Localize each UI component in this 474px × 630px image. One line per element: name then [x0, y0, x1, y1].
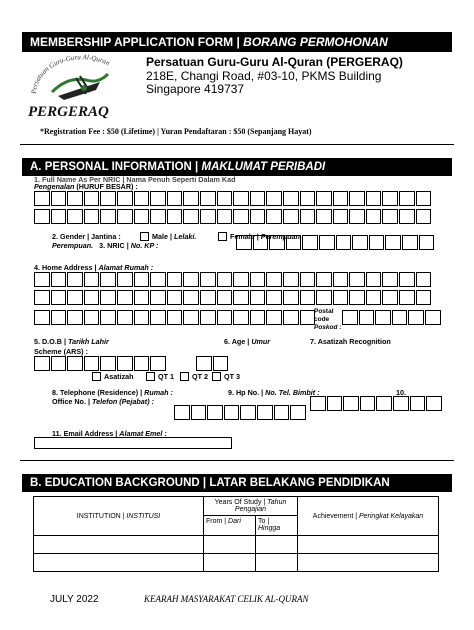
address-boxes-row2[interactable] [34, 290, 432, 305]
char-box[interactable] [399, 209, 415, 224]
char-box[interactable] [266, 209, 282, 224]
char-box[interactable] [117, 356, 133, 371]
char-box[interactable] [240, 405, 256, 420]
char-box[interactable] [300, 310, 316, 325]
char-box[interactable] [266, 191, 282, 206]
q9-hp-label: 9. Hp No. | No. Tel. Bimbit : [228, 388, 320, 397]
org-address-line2: Singapore 419737 [146, 82, 245, 96]
char-box[interactable] [183, 191, 199, 206]
char-box[interactable] [426, 396, 442, 411]
female-checkbox[interactable] [218, 232, 227, 241]
char-box[interactable] [200, 209, 216, 224]
address-boxes-row3[interactable] [34, 310, 316, 325]
char-box[interactable] [200, 290, 216, 305]
form-title-en: MEMBERSHIP APPLICATION FORM | [30, 35, 240, 49]
char-box[interactable] [67, 310, 83, 325]
char-box[interactable] [250, 310, 266, 325]
char-box[interactable] [134, 191, 150, 206]
divider-middle [20, 460, 454, 461]
qt3-checkbox[interactable] [212, 372, 221, 381]
char-box[interactable] [349, 290, 365, 305]
char-box[interactable] [34, 191, 50, 206]
char-box[interactable] [376, 396, 392, 411]
char-box[interactable] [217, 272, 233, 287]
q11-email-label: 11. Email Address | Alamat Emel : [52, 429, 167, 438]
char-box[interactable] [167, 272, 183, 287]
education-table [33, 496, 439, 572]
asatizah-checkbox[interactable] [92, 372, 101, 381]
char-box[interactable] [100, 356, 116, 371]
char-box[interactable] [283, 209, 299, 224]
char-box[interactable] [266, 310, 282, 325]
char-box[interactable] [416, 290, 432, 305]
char-box[interactable] [366, 209, 382, 224]
char-box[interactable] [191, 405, 207, 420]
section-b-title: B. EDUCATION BACKGROUND | LATAR BELAKANG PENDIDIKAN [30, 477, 390, 489]
col-to-header: To | Hingga [256, 516, 298, 536]
char-box[interactable] [117, 272, 133, 287]
char-box[interactable] [349, 191, 365, 206]
char-box[interactable] [300, 290, 316, 305]
char-box[interactable] [134, 272, 150, 287]
char-box[interactable] [349, 209, 365, 224]
char-box[interactable] [67, 272, 83, 287]
char-box[interactable] [207, 405, 223, 420]
char-box[interactable] [274, 405, 290, 420]
char-box[interactable] [408, 310, 424, 325]
char-box[interactable] [250, 290, 266, 305]
section-a-bar [22, 158, 452, 176]
age-boxes[interactable] [196, 356, 229, 371]
char-box[interactable] [399, 290, 415, 305]
char-box[interactable] [84, 310, 100, 325]
char-box[interactable] [333, 209, 349, 224]
char-box[interactable] [360, 396, 376, 411]
q10-label: 10. [396, 388, 406, 397]
form-title-bar [22, 32, 452, 52]
char-box[interactable] [117, 191, 133, 206]
char-box[interactable] [117, 290, 133, 305]
qt2-checkbox[interactable] [180, 372, 189, 381]
char-box[interactable] [333, 191, 349, 206]
char-box[interactable] [134, 356, 150, 371]
logo-arc-text: Persatuan Guru-Guru Al-Quran [29, 54, 112, 95]
q3-nric-label: Perempuan. 3. NRIC | No. KP : [52, 241, 159, 250]
char-box[interactable] [100, 310, 116, 325]
char-box[interactable] [34, 290, 50, 305]
char-box[interactable] [385, 235, 401, 250]
char-box[interactable] [150, 310, 166, 325]
char-box[interactable] [316, 290, 332, 305]
char-box[interactable] [167, 290, 183, 305]
char-box[interactable] [150, 356, 166, 371]
char-box[interactable] [302, 235, 318, 250]
char-box[interactable] [134, 290, 150, 305]
char-box[interactable] [233, 272, 249, 287]
qt1-checkbox[interactable] [146, 372, 155, 381]
char-box[interactable] [410, 396, 426, 411]
char-box[interactable] [253, 235, 269, 250]
char-box[interactable] [402, 235, 418, 250]
col-from-header: From | Dari [204, 516, 256, 536]
q7-scheme-label: Scheme (ARS) : [34, 347, 88, 356]
section-b-bar [22, 474, 452, 492]
postal-label: Postal code Poskod : [314, 308, 342, 331]
office-boxes[interactable] [310, 396, 443, 411]
char-box[interactable] [200, 272, 216, 287]
logo-wordmark: PERGERAQ [28, 104, 109, 120]
char-box[interactable] [100, 272, 116, 287]
char-box[interactable] [100, 209, 116, 224]
char-box[interactable] [336, 235, 352, 250]
char-box[interactable] [100, 191, 116, 206]
char-box[interactable] [283, 191, 299, 206]
char-box[interactable] [174, 405, 190, 420]
char-box[interactable] [84, 209, 100, 224]
char-box[interactable] [250, 272, 266, 287]
char-box[interactable] [233, 191, 249, 206]
char-box[interactable] [343, 396, 359, 411]
q1-label-line1: 1. Full Name As Per NRIC | Nama Penuh Seperti Dalam Kad [34, 175, 236, 184]
address-boxes-row1[interactable] [34, 272, 432, 287]
char-box[interactable] [250, 191, 266, 206]
org-name: Persatuan Guru-Guru Al-Quran (PERGERAQ) [146, 55, 403, 69]
char-box[interactable] [290, 405, 306, 420]
char-box[interactable] [84, 191, 100, 206]
char-box[interactable] [233, 290, 249, 305]
char-box[interactable] [419, 235, 435, 250]
q6-age-label: 6. Age | Umur [224, 337, 271, 346]
char-box[interactable] [183, 310, 199, 325]
char-box[interactable] [366, 290, 382, 305]
q5-dob-label: 5. D.O.B | Tarikh Lahir [34, 337, 109, 346]
q4-address-label: 4. Home Address | Alamat Rumah : [34, 263, 154, 272]
char-box[interactable] [67, 191, 83, 206]
char-box[interactable] [51, 356, 67, 371]
q2-gender-label: 2. Gender | Jantina : [52, 232, 121, 241]
q8-telephone-label: 8. Telephone (Residence) | Rumah : [52, 388, 173, 397]
char-box[interactable] [310, 396, 326, 411]
male-label: Male | Lelaki. [152, 232, 197, 241]
char-box[interactable] [84, 290, 100, 305]
char-box[interactable] [393, 396, 409, 411]
char-box[interactable] [183, 290, 199, 305]
char-box[interactable] [359, 310, 375, 325]
char-box[interactable] [382, 272, 398, 287]
char-box[interactable] [100, 290, 116, 305]
full-name-boxes-row1[interactable] [34, 191, 432, 206]
education-row[interactable] [34, 536, 439, 554]
char-box[interactable] [236, 235, 252, 250]
char-box[interactable] [51, 310, 67, 325]
char-box[interactable] [84, 272, 100, 287]
char-box[interactable] [375, 310, 391, 325]
char-box[interactable] [333, 290, 349, 305]
qt1-label: QT 1 [158, 372, 174, 381]
char-box[interactable] [352, 235, 368, 250]
char-box[interactable] [51, 191, 67, 206]
char-box[interactable] [392, 310, 408, 325]
char-box[interactable] [196, 356, 212, 371]
char-box[interactable] [425, 310, 441, 325]
org-address-line1: 218E, Changi Road, #03-10, PKMS Building [146, 69, 382, 83]
char-box[interactable] [150, 209, 166, 224]
char-box[interactable] [300, 191, 316, 206]
char-box[interactable] [416, 191, 432, 206]
svg-text:Persatuan Guru-Guru Al-Quran [30, 54, 112, 95]
pergeraq-logo [24, 54, 138, 120]
section-a-title-ms: MAKLUMAT PERIBADI [201, 161, 326, 173]
char-box[interactable] [217, 290, 233, 305]
char-box[interactable] [217, 191, 233, 206]
logo-graphic [24, 54, 138, 120]
char-box[interactable] [67, 209, 83, 224]
char-box[interactable] [382, 290, 398, 305]
male-checkbox[interactable] [140, 232, 149, 241]
dob-boxes[interactable] [34, 356, 167, 371]
qt3-label: QT 3 [224, 372, 240, 381]
char-box[interactable] [266, 272, 282, 287]
form-title-ms: BORANG PERMOHONAN [243, 35, 388, 49]
education-row[interactable] [34, 554, 439, 572]
char-box[interactable] [366, 272, 382, 287]
char-box[interactable] [300, 209, 316, 224]
char-box[interactable] [319, 235, 335, 250]
char-box[interactable] [382, 209, 398, 224]
char-box[interactable] [117, 209, 133, 224]
full-name-boxes-row2[interactable] [34, 209, 432, 224]
char-box[interactable] [67, 290, 83, 305]
char-box[interactable] [366, 191, 382, 206]
char-box[interactable] [233, 310, 249, 325]
char-box[interactable] [150, 290, 166, 305]
char-box[interactable] [67, 356, 83, 371]
char-box[interactable] [167, 310, 183, 325]
char-box[interactable] [342, 310, 358, 325]
q1-label-line2: Pengenalan (HURUF BESAR) : [34, 182, 138, 191]
char-box[interactable] [283, 310, 299, 325]
char-box[interactable] [416, 272, 432, 287]
char-box[interactable] [316, 209, 332, 224]
registration-fee: *Registration Fee : $50 (Lifetime) | Yuran Pendaftaran : $50 (Sepanjang Hayat) [40, 127, 312, 136]
char-box[interactable] [200, 191, 216, 206]
q7-asatizah-label: 7. Asatizah Recognition [310, 337, 391, 346]
char-box[interactable] [134, 209, 150, 224]
char-box[interactable] [316, 272, 332, 287]
char-box[interactable] [266, 290, 282, 305]
qt2-label: QT 2 [192, 372, 208, 381]
divider-top [20, 144, 454, 145]
footer-slogan: KEARAH MASYARAKAT CELIK AL-QURAN [144, 594, 309, 604]
nric-boxes[interactable] [236, 235, 435, 250]
char-box[interactable] [316, 191, 332, 206]
char-box[interactable] [183, 272, 199, 287]
char-box[interactable] [224, 405, 240, 420]
asatizah-label: Asatizah [104, 372, 134, 381]
footer-date: JULY 2022 [50, 594, 99, 605]
phone-boxes[interactable] [174, 405, 307, 420]
q8-office-label: Office No. | Telefon (Pejabat) : [52, 397, 154, 406]
char-box[interactable] [34, 272, 50, 287]
char-box[interactable] [217, 310, 233, 325]
char-box[interactable] [34, 356, 50, 371]
char-box[interactable] [269, 235, 285, 250]
char-box[interactable] [399, 191, 415, 206]
char-box[interactable] [167, 209, 183, 224]
char-box[interactable] [399, 272, 415, 287]
char-box[interactable] [250, 209, 266, 224]
char-box[interactable] [283, 272, 299, 287]
col-years-header: Years Of Study | Tahun Pengajian [204, 497, 298, 516]
char-box[interactable] [167, 191, 183, 206]
char-box[interactable] [134, 310, 150, 325]
email-input[interactable] [34, 437, 232, 449]
char-box[interactable] [257, 405, 273, 420]
char-box[interactable] [233, 209, 249, 224]
char-box[interactable] [150, 191, 166, 206]
char-box[interactable] [382, 191, 398, 206]
col-institution-header: INSTITUTION | INSTITUSI [34, 497, 204, 536]
char-box[interactable] [286, 235, 302, 250]
char-box[interactable] [200, 310, 216, 325]
char-box[interactable] [283, 290, 299, 305]
section-a-title-en: A. PERSONAL INFORMATION | [30, 161, 199, 173]
postal-code-boxes[interactable] [342, 310, 442, 325]
char-box[interactable] [349, 272, 365, 287]
char-box[interactable] [217, 209, 233, 224]
char-box[interactable] [333, 272, 349, 287]
female-label: Female | Perempuan. [230, 232, 302, 241]
char-box[interactable] [84, 356, 100, 371]
char-box[interactable] [51, 290, 67, 305]
char-box[interactable] [51, 209, 67, 224]
char-box[interactable] [183, 209, 199, 224]
char-box[interactable] [34, 209, 50, 224]
char-box[interactable] [369, 235, 385, 250]
col-achievement-header: Achievement | Peringkat Kelayakan [298, 497, 439, 536]
char-box[interactable] [117, 310, 133, 325]
char-box[interactable] [150, 272, 166, 287]
char-box[interactable] [51, 272, 67, 287]
char-box[interactable] [416, 209, 432, 224]
char-box[interactable] [327, 396, 343, 411]
char-box[interactable] [34, 310, 50, 325]
char-box[interactable] [213, 356, 229, 371]
char-box[interactable] [300, 272, 316, 287]
